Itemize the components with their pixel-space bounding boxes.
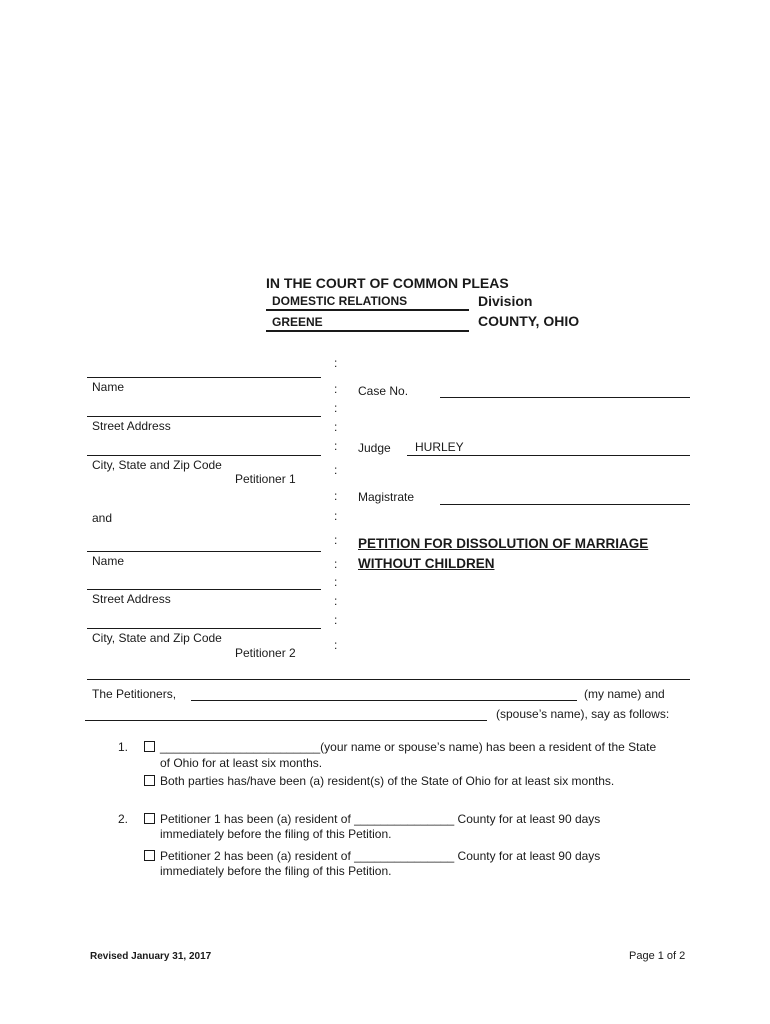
item-option-text: Petitioner 2 has been (a) resident of _______________ County for at least 90 days — [160, 849, 601, 863]
court-title: IN THE COURT OF COMMON PLEAS — [266, 275, 509, 291]
residency-checkbox-2[interactable] — [144, 775, 155, 786]
judge-value: HURLEY — [415, 440, 464, 454]
spouse-name-label: (spouse’s name), say as follows: — [496, 707, 670, 721]
petitioner1-street-label: Street Address — [92, 419, 171, 433]
petitioner1-name-field[interactable] — [87, 377, 321, 378]
caption-colon: : — [334, 594, 338, 608]
intro-prefix: The Petitioners, — [92, 687, 177, 701]
petitioner2-name-field[interactable] — [87, 551, 321, 552]
item-option-text: immediately before the filing of this Petition. — [160, 864, 392, 878]
caption-colon: : — [334, 533, 338, 547]
caption-colon: : — [334, 356, 338, 370]
petitioner2-street-label: Street Address — [92, 592, 171, 606]
item-option-text: of Ohio for at least six months. — [160, 756, 323, 770]
page-number: Page 1 of 2 — [629, 950, 686, 962]
caption-colon: : — [334, 613, 338, 627]
petitioner2-role: Petitioner 2 — [235, 646, 296, 660]
county-label: COUNTY, OHIO — [478, 313, 580, 329]
caption-colon: : — [334, 489, 338, 503]
county-residency-checkbox-1[interactable] — [144, 813, 155, 824]
caption-colon: : — [334, 382, 338, 396]
judge-field[interactable] — [407, 455, 690, 456]
petition-title-line1: PETITION FOR DISSOLUTION OF MARRIAGE — [358, 536, 649, 551]
division-line — [266, 309, 469, 311]
caption-colon: : — [334, 557, 338, 571]
revised-date: Revised January 31, 2017 — [90, 951, 212, 962]
petitioner2-city-field[interactable] — [87, 628, 321, 629]
caption-colon: : — [334, 439, 338, 453]
county-line — [266, 330, 469, 332]
petitioner1-city-field[interactable] — [87, 455, 321, 456]
petitioner2-name-label: Name — [92, 554, 125, 568]
item-option-text: Petitioner 1 has been (a) resident of _______________ County for at least 90 days — [160, 812, 601, 826]
item-option-text: immediately before the filing of this Petition. — [160, 827, 392, 841]
magistrate-field[interactable] — [440, 504, 690, 505]
petitioner1-street-field[interactable] — [87, 416, 321, 417]
and-label: and — [92, 511, 113, 525]
case-no-field[interactable] — [440, 397, 690, 398]
petitioner1-city-label: City, State and Zip Code — [92, 458, 222, 472]
county-residency-checkbox-2[interactable] — [144, 850, 155, 861]
residency-checkbox-1[interactable] — [144, 741, 155, 752]
caption-colon: : — [334, 420, 338, 434]
caption-divider — [87, 679, 690, 680]
magistrate-label: Magistrate — [358, 490, 415, 504]
caption-colon: : — [334, 401, 338, 415]
my-name-label: (my name) and — [584, 687, 665, 701]
caption-colon: : — [334, 509, 338, 523]
spouse-name-field[interactable] — [85, 720, 487, 721]
petition-title-line2: WITHOUT CHILDREN — [358, 556, 495, 571]
division-value: DOMESTIC RELATIONS — [272, 294, 408, 308]
petitioner1-role: Petitioner 1 — [235, 472, 296, 486]
caption-colon: : — [334, 575, 338, 589]
item-number: 2. — [118, 812, 129, 826]
petitioner2-city-label: City, State and Zip Code — [92, 631, 222, 645]
caption-colon: : — [334, 463, 338, 477]
item-option-text: Both parties has/have been (a) resident(s) of the State of Ohio for at least six months. — [160, 774, 615, 788]
judge-label: Judge — [358, 441, 391, 455]
item-option-text: ________________________(your name or spouse’s name) has been a resident of the State — [160, 740, 657, 754]
my-name-field[interactable] — [191, 700, 577, 701]
petitioner2-street-field[interactable] — [87, 589, 321, 590]
case-no-label: Case No. — [358, 384, 409, 398]
petitioner1-name-label: Name — [92, 380, 125, 394]
caption-colon: : — [334, 638, 338, 652]
county-value: GREENE — [272, 315, 323, 329]
division-label: Division — [478, 293, 533, 309]
item-number: 1. — [118, 740, 129, 754]
